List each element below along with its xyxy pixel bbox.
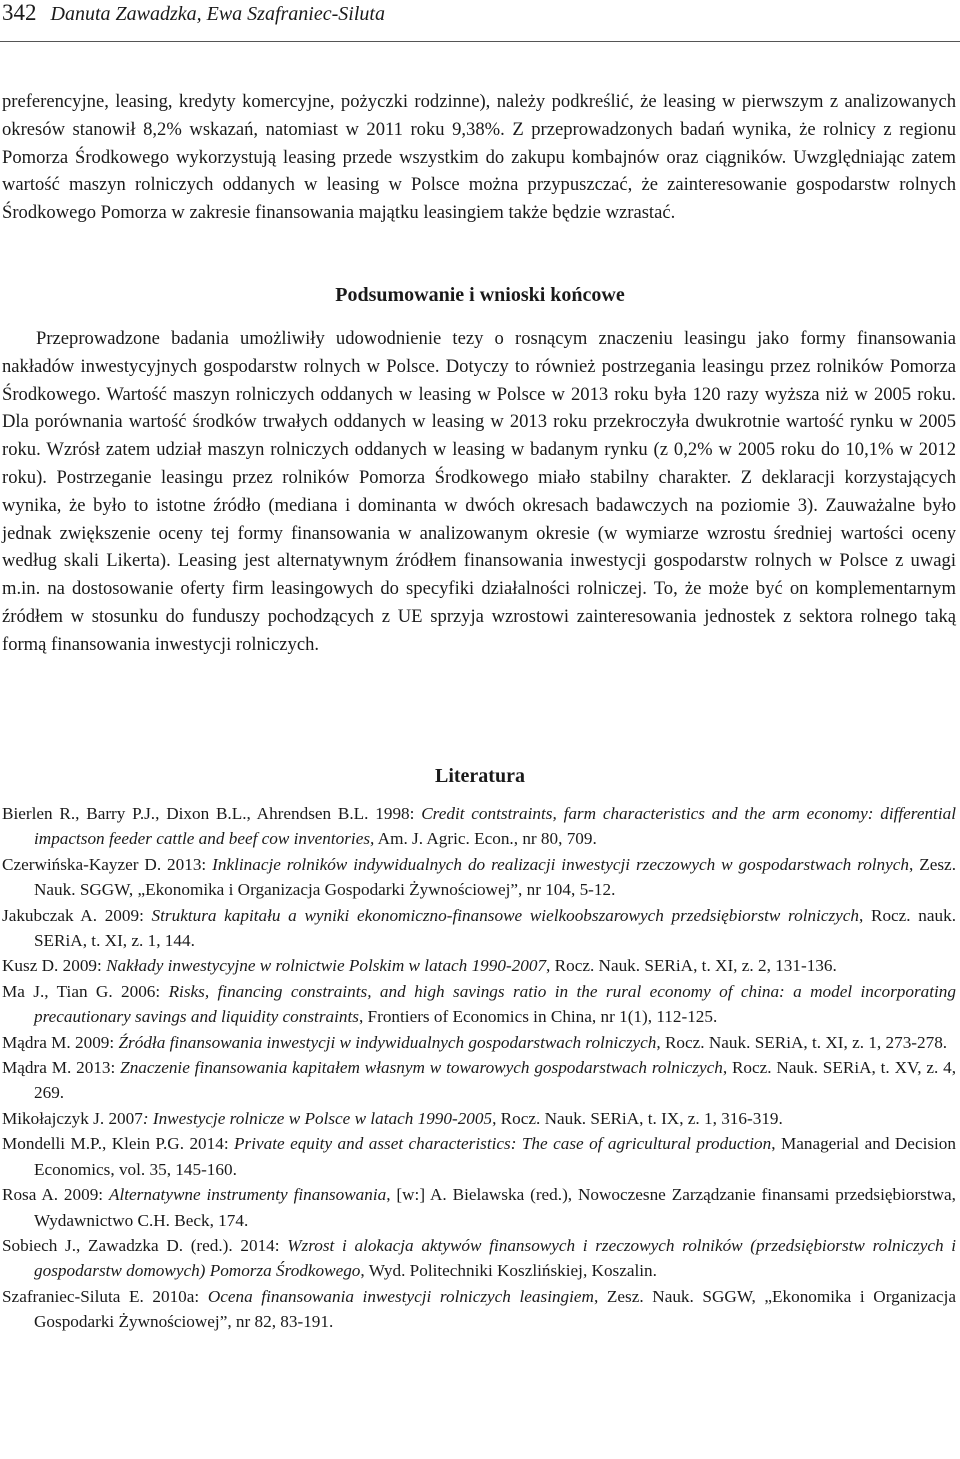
reference-item: Kusz D. 2009: Nakłady inwestycyjne w rolnictwie Polskim w latach 1990-2007, Rocz. Nauk. SERiA, t. XI, z. 2, 131-136. [2,956,837,976]
reference-list [2,801,956,1335]
reference-item: Ma J., Tian G. 2006: Risks, financing constraints, and high savings ratio in the rural economy of china: a model incorporating precautionary savings and liquidity constraints, Frontiers of Economics in China, nr 1(1), 112-125. [2,981,956,1027]
reference-item: Mądra M. 2009: Źródła finansowania inwestycji w indywidualnych gospodarstwach rolniczych, Rocz. Nauk. SERiA, t. XI, z. 1, 273-278. [2,1032,948,1052]
reference-item: Jakubczak A. 2009: Struktura kapitału a wyniki ekonomiczno-finansowe wielkoobszarowych przedsiębiorstw rolniczych, Rocz. nauk. SERiA, t. XI, z. 1, 144. [2,905,956,951]
reference-item: Mondelli M.P., Klein P.G. 2014: Private equity and asset characteristics: The case of agricultural production, Managerial and Decision Economics, vol. 35, 145-160. [2,1134,956,1179]
summary-heading: Podsumowanie i wnioski końcowe [335,284,625,306]
page-number: 342 [2,0,37,25]
reference-item: Sobiech J., Zawadzka D. (red.). 2014: Wzrost i alokacja aktywów finansowych i rzeczowych rolników (przedsiębiorstw rolniczych i gospodarstw domowych) Pomorza Środkowego, Wyd. Politechniki Koszlińskiej, Koszalin. [2,1235,956,1281]
header-rule [0,41,960,42]
summary-paragraph [2,325,956,659]
running-head [2,0,385,34]
reference-item: Rosa A. 2009: Alternatywne instrumenty finansowania, [w:] A. Bielawska (red.), Nowoczesne Zarządzanie finansami przedsiębiorstwa, Wydawnictwo C.H. Beck, 174. [2,1185,956,1230]
reference-item: Mikołajczyk J. 2007: Inwestycje rolnicze w Polsce w latach 1990-2005, Rocz. Nauk. SERiA, t. IX, z. 1, 316-319. [2,1108,783,1128]
intro-paragraph [2,88,956,227]
reference-item: Szafraniec-Siluta E. 2010a: Ocena finansowania inwestycji rolniczych leasingiem, Zesz. Nauk. SGGW, „Ekonomika i Organizacja Gospodarki Żywnościowej”, nr 82, 83-191. [2,1286,956,1332]
literature-heading: Literatura [435,765,525,787]
reference-item: Bierlen R., Barry P.J., Dixon B.L., Ahrendsen B.L. 1998: Credit contstraints, farm characteristics and the arm economy: differential impactson feeder cattle and beef cow inventories, Am. J. Agric. Econ., nr 80, 709. [2,804,956,849]
reference-item: Czerwińska-Kayzer D. 2013: Inklinacje rolników indywidualnych do realizacji inwestycji rzeczowych w gospodarstwach rolnych, Zesz. Nauk. SGGW, „Ekonomika i Organizacja Gospodarki Żywnościowej”, nr 104, 5-12. [2,854,956,900]
intro-paragraph-text: preferencyjne, leasing, kredyty komercyjne, pożyczki rodzinne), należy podkreślić, że leasing w pierwszym z analizowanych okresów stanowił 8,2% wskazań, natomiast w 2011 roku 9,38%. Z przeprowadzonych badań wynika, że rolnicy z regionu Pomorza Środkowego wykorzystują leasing przede wszystkim do zakupu kombajnów oraz ciągników. Uwzględniając zatem wartość maszyn rolniczych oddanych w leasing w Polsce można przypuszczać, że zainteresowanie gospodarstw rolnych Środkowego Pomorza w zakresie finansowania majątku leasingiem także będzie wzrastać. [2,91,956,224]
running-head-authors: Danuta Zawadzka, Ewa Szafraniec-Siluta [50,3,385,25]
reference-item: Mądra M. 2013: Znaczenie finansowania kapitałem własnym w towarowych gospodarstwach rolniczych, Rocz. Nauk. SERiA, t. XV, z. 4, 269. [2,1058,956,1103]
summary-paragraph-text: Przeprowadzone badania umożliwiły udowodnienie tezy o rosnącym znaczeniu leasingu jako formy finansowania nakładów inwestycyjnych gospodarstw rolnych w Polsce. Dotyczy to również postrzegania leasingu przez rolników Pomorza Środkowego. Wartość maszyn rolniczych oddanych w leasing w Polsce w 2013 roku była 120 razy wyższa niż w 2005 roku. Dla porównania wartość środków trwałych oddanych w leasing w 2013 roku przekroczyła dwukrotnie wartość rynku w 2005 roku. Wzrósł zatem udział maszyn rolniczych oddanych w leasing w badanym rynku (z 0,2% w 2005 roku do 10,1% w 2012 roku). Postrzeganie leasingu przez rolników Pomorza Środkowego miało stabilny charakter. Z deklaracji korzystających wynika, że było to istotne źródło (mediana i dominanta w dwóch okresach badawczych na poziomie 3). Zauważalne było jednak zwiększenie oceny tej formy finansowania w analizowanym okresie (w wymiarze wzrostu średniej wartości oceny według skali Likerta). Leasing jest alternatywnym źródłem finansowania inwestycji gospodarstw rolnych w Polsce z uwagi m.in. na dostosowanie oferty firm leasingowych do specyfiki działalności rolniczej. To, że może być on komplementarnym źródłem w stosunku do funduszy pochodzących z UE sprzyja wzrostowi zainteresowania jednostek z sektora rolnego taką formą finansowania inwestycji rolniczych. [2,328,956,655]
